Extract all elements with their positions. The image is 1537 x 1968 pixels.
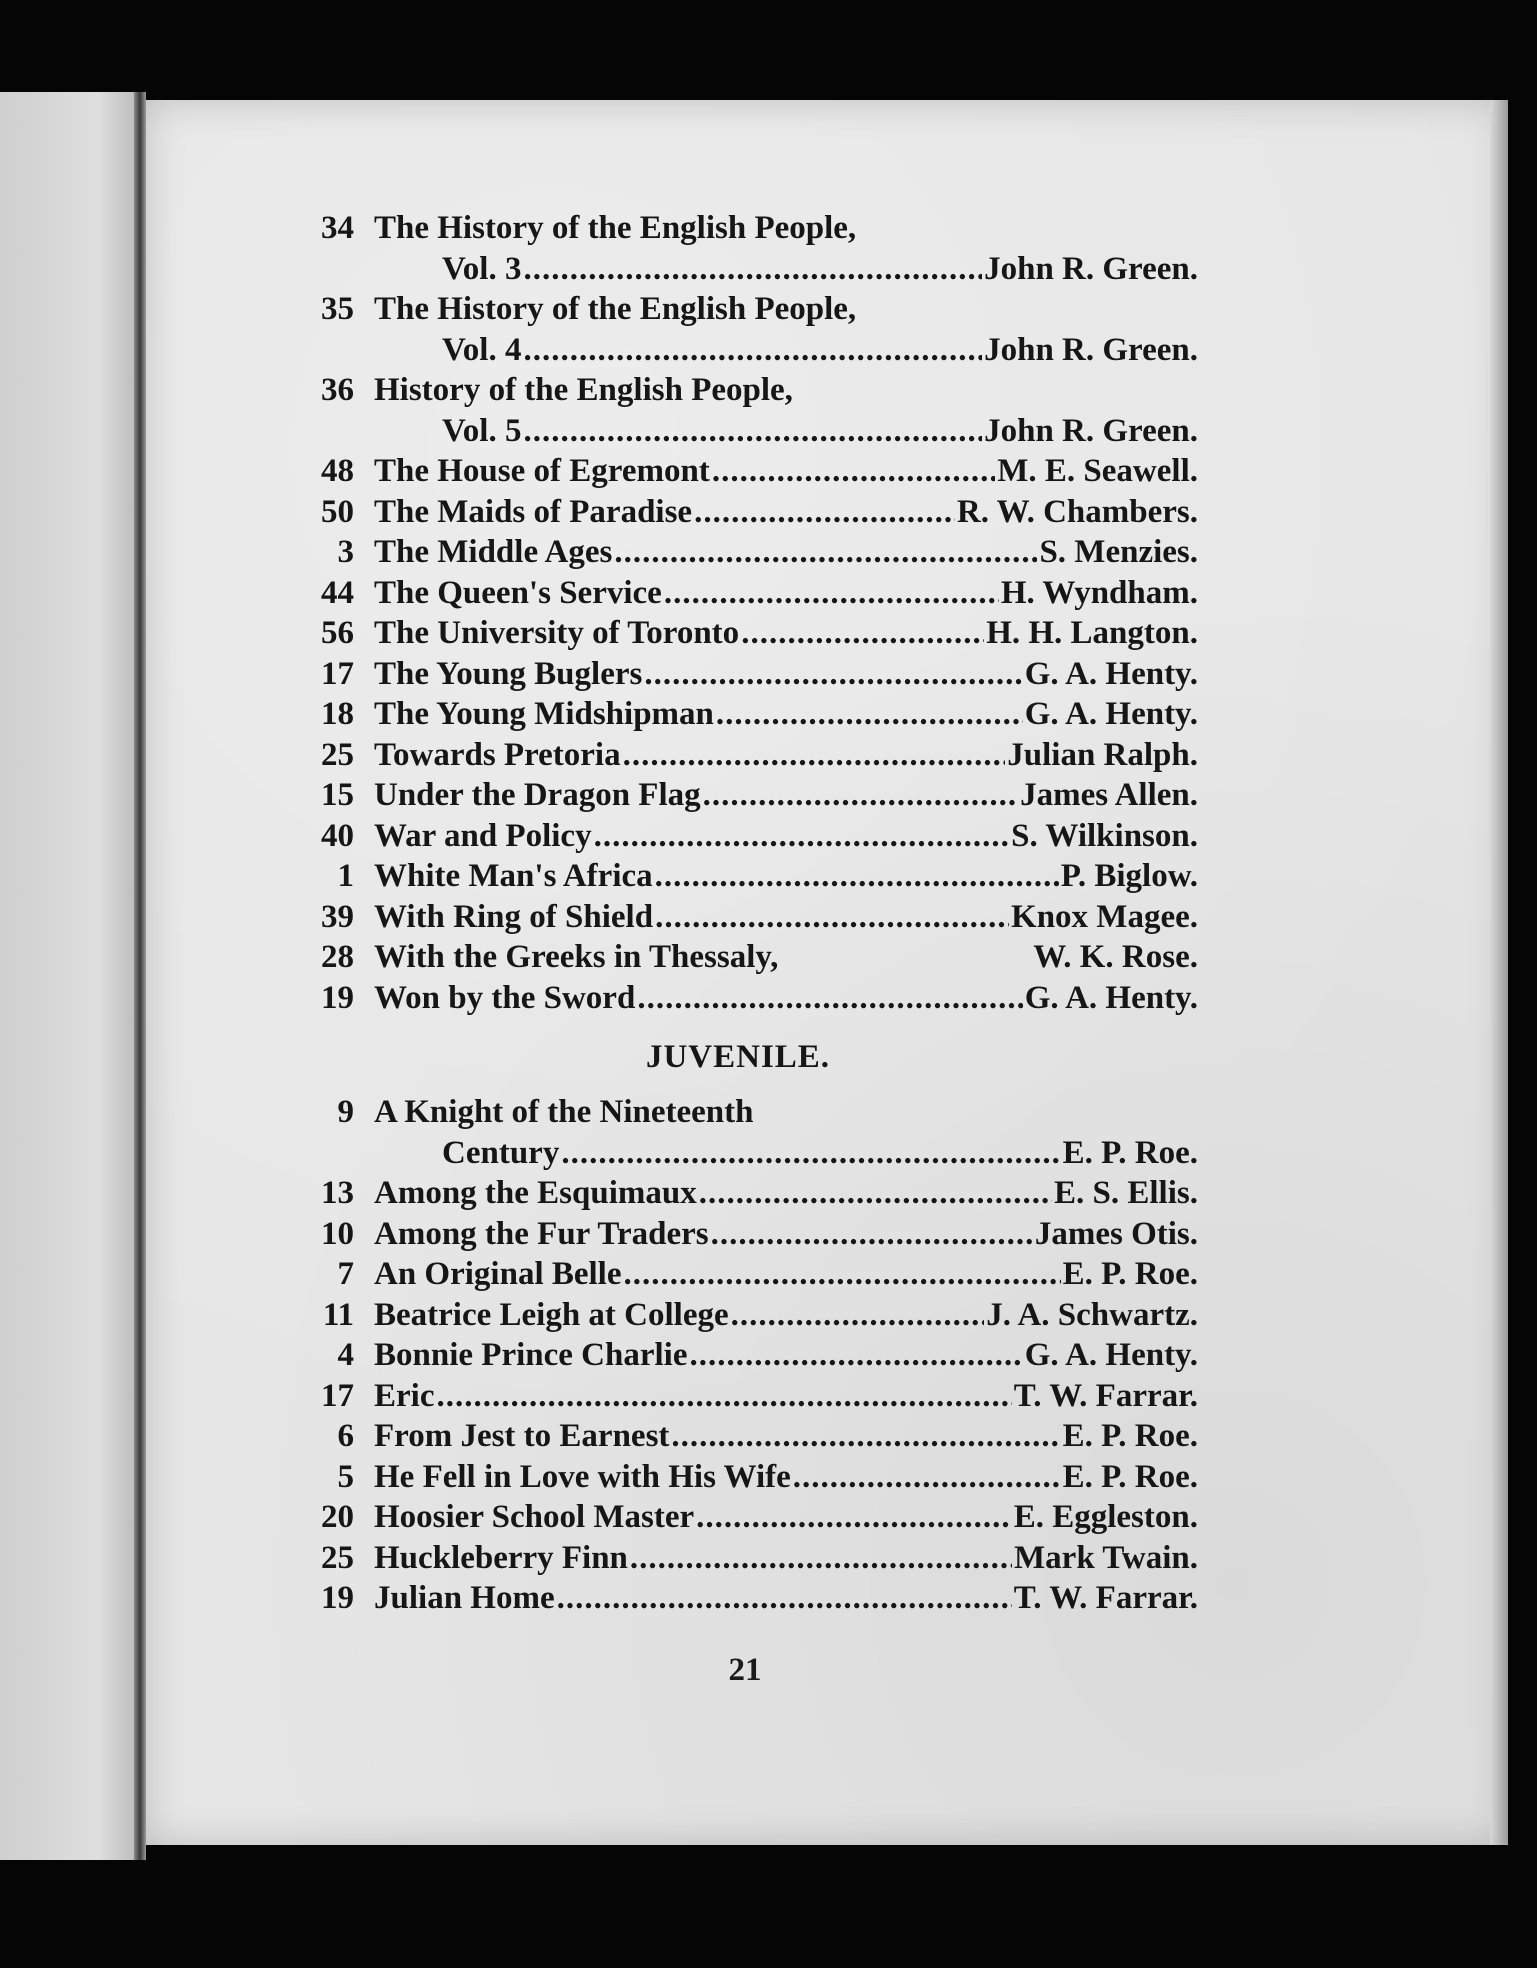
item-title: Hoosier School Master [374,1499,695,1535]
list-item [298,1378,1198,1419]
item-number: 50 [321,493,354,530]
dot-leader [703,777,1019,814]
book-listing [298,210,1198,1621]
item-number: 19 [321,1580,354,1616]
item-author: P. Biglow. [1060,858,1198,894]
dot-leader [594,818,1010,855]
list-item [298,858,1198,899]
list-item [298,737,1198,778]
list-item [298,453,1198,494]
item-title: With Ring of Shield [374,898,654,935]
item-title: With the Greeks in Thessaly, [374,939,779,975]
item-title: Under the Dragon Flag [374,777,701,813]
item-number: 1 [337,858,354,894]
item-title: Vol. 5 [442,412,522,449]
item-author: G. A. Henty. [1024,696,1198,732]
item-author: R. W. Chambers. [956,493,1198,530]
dot-leader [696,1499,1012,1536]
item-author: John R. Green. [984,412,1198,449]
item-title: The University of Toronto [374,615,740,651]
item-author: S. Wilkinson. [1011,817,1198,854]
item-author: E. Eggleston. [1013,1499,1198,1535]
dot-leader [630,1540,1012,1577]
item-number: 13 [321,1175,354,1211]
list-item [298,939,1198,980]
list-item [298,1499,1198,1540]
item-title: The Queen's Service [374,574,662,611]
item-number: 15 [321,777,354,813]
item-number: 9 [337,1094,354,1130]
facing-page-edge [0,92,140,1860]
page-right-edge [1490,100,1508,1845]
list-item [298,1256,1198,1297]
item-title: He Fell in Love with His Wife [374,1458,791,1495]
list-item [298,1580,1198,1621]
dot-leader [664,575,999,612]
dot-leader [523,251,982,288]
item-number: 34 [321,210,354,246]
item-author: M. E. Seawell. [997,453,1198,489]
item-title: Beatrice Leigh at College [374,1296,729,1333]
list-item [298,210,1198,251]
item-title: Century [442,1134,560,1171]
item-number: 5 [337,1458,354,1495]
item-author: G. A. Henty. [1024,979,1198,1016]
item-author: John R. Green. [984,331,1198,368]
item-number: 6 [337,1418,354,1454]
dot-leader [716,696,1023,733]
dot-leader [637,980,1022,1017]
item-title: An Original Belle [374,1256,622,1292]
item-author: W. K. Rose. [1033,939,1198,975]
item-title: The Maids of Paradise [374,493,693,530]
item-number: 39 [321,898,354,935]
list-item [298,1094,1198,1135]
item-title: The History of the English People, [374,291,857,327]
item-author: T. W. Farrar. [1013,1377,1198,1414]
item-number: 40 [321,817,354,854]
item-author: E. P. Roe. [1062,1256,1198,1292]
list-item [298,575,1198,616]
dot-leader [699,1175,1052,1212]
item-author: S. Menzies. [1039,534,1198,570]
item-number: 44 [321,574,354,611]
dot-leader [655,899,1009,936]
dot-leader [731,1297,985,1334]
item-author: Julian Ralph. [1007,736,1198,773]
juvenile-list [298,1094,1198,1621]
item-author: James Allen. [1020,777,1198,813]
item-title: The Young Buglers [374,655,643,692]
section-heading-juvenile: JUVENILE. [645,1039,831,1075]
list-item [298,494,1198,535]
list-item [298,1540,1198,1581]
item-author: T. W. Farrar. [1013,1580,1198,1616]
item-author: J. A. Schwartz. [986,1296,1198,1333]
list-item [298,534,1198,575]
item-title: History of the English People, [374,372,793,408]
list-item [298,1337,1198,1378]
item-title: Vol. 3 [442,250,522,287]
item-number: 36 [321,372,354,408]
item-number: 35 [321,291,354,327]
list-item [298,980,1198,1021]
item-number: 25 [321,1539,354,1576]
list-item [298,1459,1198,1500]
dot-leader [741,615,984,652]
item-title: From Jest to Earnest [374,1418,670,1454]
list-item [298,818,1198,859]
item-number: 25 [321,736,354,773]
item-title: The History of the English People, [374,210,857,246]
list-item [298,291,1198,332]
list-item [298,372,1198,413]
item-title: Among the Fur Traders [374,1215,709,1252]
list-item [298,1175,1198,1216]
item-number: 17 [321,1377,354,1414]
item-title: The Middle Ages [374,534,613,570]
item-title: Towards Pretoria [374,736,621,773]
dot-leader [793,1459,1061,1496]
list-item [298,1216,1198,1257]
dot-leader [561,1135,1060,1172]
list-item [298,1135,1198,1176]
item-number: 19 [321,979,354,1016]
item-author: E. S. Ellis. [1054,1175,1198,1211]
item-number: 10 [321,1215,354,1252]
list-item [298,777,1198,818]
item-number: 56 [321,615,354,651]
item-title: Vol. 4 [442,331,522,368]
item-author: H. Wyndham. [1000,574,1198,611]
dot-leader [623,737,1006,774]
dot-leader [671,1418,1060,1455]
item-title: Julian Home [374,1580,555,1616]
dot-leader [711,1216,1033,1253]
page-number: 21 [728,1652,762,1688]
item-author: Knox Magee. [1011,898,1198,935]
list-item [298,696,1198,737]
item-number: 20 [321,1499,354,1535]
item-author: H. H. Langton. [986,615,1198,651]
item-author: Mark Twain. [1014,1539,1198,1576]
dot-leader [712,453,995,490]
item-number: 3 [337,534,354,570]
dot-leader [694,494,955,531]
list-item [298,615,1198,656]
item-title: Bonnie Prince Charlie [374,1337,688,1373]
item-number: 11 [322,1296,354,1333]
dot-leader [523,332,982,369]
dot-leader [557,1580,1012,1617]
list-item [298,899,1198,940]
list-item [298,251,1198,292]
item-author: James Otis. [1034,1215,1198,1252]
list-item [298,413,1198,454]
dot-leader [614,534,1037,571]
item-author: E. P. Roe. [1062,1418,1198,1454]
dot-leader [644,656,1022,693]
item-title: White Man's Africa [374,858,653,894]
item-author: John R. Green. [984,250,1198,287]
item-title: Huckleberry Finn [374,1539,628,1576]
list-item [298,656,1198,697]
item-author: G. A. Henty. [1024,1337,1198,1373]
dot-leader [436,1378,1011,1415]
item-number: 4 [337,1337,354,1373]
item-title: Won by the Sword [374,979,636,1016]
book-gutter [134,92,146,1860]
list-item [298,1297,1198,1338]
item-title: Among the Esquimaux [374,1175,697,1211]
item-author: G. A. Henty. [1024,655,1198,692]
general-list [298,210,1198,1020]
item-title: The House of Egremont [374,453,710,489]
dot-leader [655,858,1059,895]
item-number: 28 [321,939,354,975]
dot-leader [523,413,982,450]
dot-leader [624,1256,1061,1293]
item-number: 18 [321,696,354,732]
list-item [298,1418,1198,1459]
item-title: War and Policy [374,817,592,854]
item-title: Eric [374,1377,435,1414]
item-author: E. P. Roe. [1062,1134,1198,1171]
dot-leader [689,1337,1022,1374]
item-title: The Young Midshipman [374,696,714,732]
list-item [298,332,1198,373]
item-author: E. P. Roe. [1062,1458,1198,1495]
item-title: A Knight of the Nineteenth [374,1094,754,1130]
item-number: 17 [321,655,354,692]
item-number: 48 [321,453,354,489]
item-number: 7 [337,1256,354,1292]
